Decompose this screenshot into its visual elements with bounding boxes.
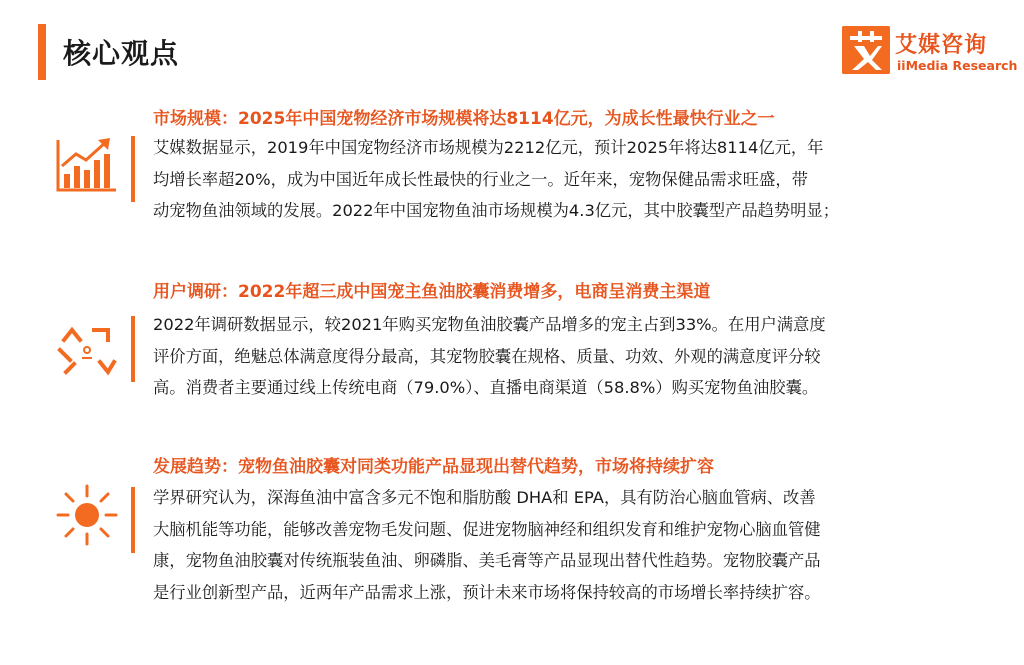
logo-mark-glyph (842, 26, 890, 74)
body-line: 2022年调研数据显示，较2021年购买宠物鱼油胶囊产品增多的宠主占到33%。在用户满意度 (153, 315, 826, 334)
user-research-icon (52, 316, 122, 386)
section-heading: 用户调研：2022年超三成中国宠主鱼油胶囊消费增多，电商呈消费主渠道 (153, 282, 711, 302)
body-line: 动宠物鱼油领域的发展。2022年中国宠物鱼油市场规模为4.3亿元，其中胶囊型产品趋势明显； (153, 201, 840, 220)
section-heading: 市场规模：2025年中国宠物经济市场规模将达8114亿元，为成长性最快行业之一 (153, 109, 775, 129)
section-accent-bar (131, 487, 135, 553)
body-line: 评价方面，绝魅总体满意度得分最高，其宠物胶囊在规格、质量、功效、外观的满意度评分较 (153, 346, 821, 366)
section-body (153, 482, 993, 608)
logo-subtitle: iiMedia Research (897, 58, 1018, 73)
section-heading: 发展趋势：宠物鱼油胶囊对同类功能产品显现出替代趋势，市场将持续扩容 (153, 457, 714, 477)
sun-trend-icon (52, 480, 122, 550)
body-line: 康，宠物鱼油胶囊对传统瓶装鱼油、卵磷脂、美毛膏等产品显现出替代性趋势。宠物胶囊产品 (153, 551, 821, 570)
page-title: 核心观点 (63, 37, 180, 70)
section-accent-bar (131, 136, 135, 202)
body-line: 高。消费者主要通过线上传统电商（79.0%）、直播电商渠道（58.8%）购买宠物鱼油胶囊。 (153, 378, 819, 397)
body-line: 是行业创新型产品，近两年产品需求上涨，预计未来市场将保持较高的市场增长率持续扩容。 (153, 582, 821, 602)
body-line: 大脑机能等功能，能够改善宠物毛发问题、促进宠物脑神经和组织发育和维护宠物心脑血管健 (153, 519, 821, 539)
body-line: 均增长率超20%，成为中国近年成长性最快的行业之一。近年来，宠物保健品需求旺盛，带 (153, 169, 808, 189)
section-body (153, 309, 993, 404)
title-accent-bar (38, 24, 46, 80)
logo-mark (842, 26, 890, 74)
growth-chart-icon (52, 132, 122, 202)
logo-name: 艾媒咨询 (895, 33, 988, 58)
body-line: 艾媒数据显示，2019年中国宠物经济市场规模为2212亿元，预计2025年将达8114亿元，年 (153, 138, 824, 157)
logo (842, 26, 1018, 78)
section-accent-bar (131, 316, 135, 382)
body-line: 学界研究认为，深海鱼油中富含多元不饱和脂肪酸 DHA和 EPA，具有防治心脑血管病、改善 (153, 488, 816, 507)
section-body (153, 132, 993, 227)
